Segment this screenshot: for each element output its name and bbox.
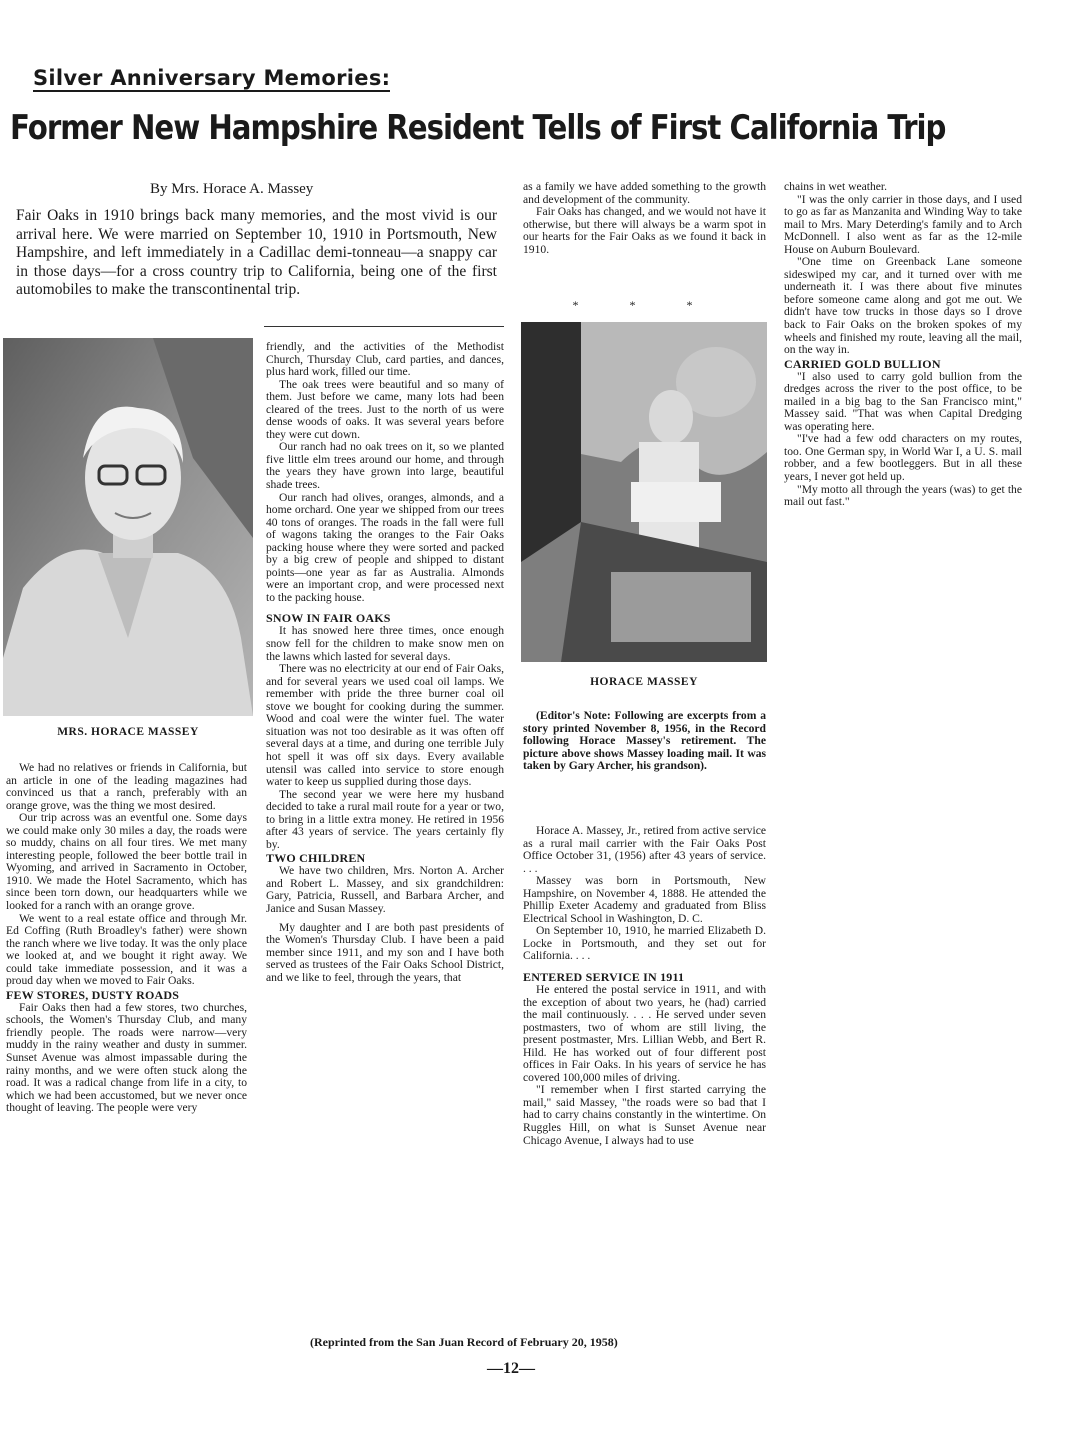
subhead-gold-bullion: CARRIED GOLD BULLION xyxy=(784,356,941,371)
paragraph: "One time on Greenback Lane someone sideswiped my car, and it turned over with me underneath it. I was there about five minutes before someone came along and got me out. We didn't have tow trucks in those days so I drove back to Fair Oaks on the broken spokes of my wheels and finished my route, leaving all the mail, on the way in. xyxy=(784,255,1022,357)
paragraph: We went to a real estate office and through Mr. Ed Coffing (Ruth Broadley's father) were shown the ranch where we live today. It was the only place we looked at, and we bought it right away. We could take immediate possession, and it was a proud day when we moved to Fair Oaks. xyxy=(6,911,247,988)
column-3-top xyxy=(523,181,766,256)
paragraph: chains in wet weather. xyxy=(784,180,888,193)
column-3-bottom xyxy=(523,825,766,1147)
subhead-few-stores: FEW STORES, DUSTY ROADS xyxy=(6,987,180,1002)
paragraph: as a family we have added something to the growth and development of the community. xyxy=(523,180,766,206)
editors-note xyxy=(523,710,766,773)
paragraph: We had no relatives or friends in California, but an article in one of the leading magazines had convinced us that a ranch, preferably with an orange grove, was the thing we most desired. xyxy=(6,761,247,812)
page-number: —12— xyxy=(487,1360,535,1377)
section-stars: * * * xyxy=(572,298,717,312)
paragraph: There was no electricity at our end of Fair Oaks, and for several years we used coal oil lamps. We remember with pride the three burner coal oil stove we bought for cooking during the summer. Wood and coal were the winter fuel. The water situation was not too desirable as it was often off several days at a time, and during one terrible July hot spell it was off six days. Every available utensil was called into service to store enough water to keep us supplied during those days. xyxy=(266,662,504,789)
paragraph: My daughter and I are both past presidents of the Women's Thursday Club. I have been a paid member since 1911, and my son and I have both served as trustees of the Fair Oaks School District, and we like to feel, through the years, that xyxy=(266,920,504,984)
column-1 xyxy=(6,762,247,1115)
paragraph: Our ranch had olives, oranges, almonds, and a home orchard. One year we shipped from our trees 40 tons of oranges. The roads in the fall were full of wagons taking the oranges to the Fair Oaks packing house where they were sorted and packed by a big crew of people and shipped to distant points—one year as far as Australia. Almonds were an important crop, and were processed next to the packing house. xyxy=(266,490,504,604)
intro-paragraph: Fair Oaks in 1910 brings back many memories, and the most vivid is our arrival here. We were married on September 10, 1910 in Portsmouth, New Hampshire, and left immediately in a Cadillac demi-tonneau—a snappy car in those days—for a cross country trip to California, being one of the first automobiles to make the transcontinental trip. xyxy=(16,207,497,298)
paragraph: Fair Oaks then had a few stores, two churches, schools, the Women's Thursday Club, and many friendly people. The roads were narrow—very muddy in the rainy weather and dusty in summer. Sunset Avenue was almost impassable during the rainy months, and we were often stuck along the road. It was a radical change from life in a city, to which we had been accustomed, but we never once thought of leaving. The people were very xyxy=(6,1000,247,1115)
horace-loading-mail-image xyxy=(521,322,767,662)
divider-rule xyxy=(264,326,504,327)
paragraph: Our ranch had no oak trees on it, so we planted five little elm trees around our home, and through the years they have grown into large, beautiful shade trees. xyxy=(266,440,504,492)
column-4 xyxy=(784,181,1022,509)
paragraph: The oak trees were beautiful and so many of them. Just before we came, many lots had been cleared of the trees. Just to the north of us were dense woods of oaks. It was several years before they were cut down. xyxy=(266,377,504,441)
subhead-entered-service: ENTERED SERVICE IN 1911 xyxy=(523,970,685,985)
paragraph: "I also used to carry gold bullion from the dredges across the river to the post office, to be mailed in a big bag to the San Francisco mint," Massey said. "That was when Capital Dredging was operating here. xyxy=(784,369,1022,433)
paragraph: "I was the only carrier in those days, and I used to go as far as Manzanita and Winding Way to take mail to Mrs. Mary Deterding's family and to Arch McDonnell. I also went as far as the 12-mile House on Auburn Boulevard. xyxy=(784,192,1022,256)
paragraph: friendly, and the activities of the Methodist Church, Thursday Club, card parties, and dances, plus hard work, filled our time. xyxy=(266,340,504,379)
column-2 xyxy=(266,341,504,984)
subhead-snow: SNOW IN FAIR OAKS xyxy=(266,611,391,626)
paragraph: Our trip across was an eventful one. Some days we could make only 30 miles a day, the roads were so muddy, chains on all four tires. We met many interesting people, followed the beer bottle trail in Wyoming, and arrived in Sacramento in October, 1910. We made the Hotel Sacramento, which has since been torn down, our headquarters while we looked for a ranch with an orange grove. xyxy=(6,811,247,913)
paragraph: It has snowed here three times, once enough snow fell for the children to make snow men on the lawns which lasted for several days. xyxy=(266,624,504,663)
paragraph: "I've had a few odd characters on my routes, too. One German spy, in World War I, a U. S. mail robber, and a few bootleggers. But in all these years, I never got held up. xyxy=(784,432,1022,484)
photo-horace-massey xyxy=(521,322,767,662)
paragraph: "I remember when I first started carrying the mail," said Massey, "the roads were so bad that I had to carry chains constantly in the wintertime. On Ruggles Hill, on what is Sunset Avenue near Chicago Avenue, I always had to use xyxy=(523,1083,766,1147)
reprint-note: (Reprinted from the San Juan Record of February 20, 1958) xyxy=(310,1335,618,1349)
article-headline: Former New Hampshire Resident Tells of First California Trip xyxy=(10,108,946,148)
section-kicker: Silver Anniversary Memories: xyxy=(33,66,391,90)
paragraph: He entered the postal service in 1911, and with the exception of about two years, he (had) carried the mail continuously. . . . He served under seven postmasters, two of whom are still living, the present postmaster, Mrs. Lillian Webb, and Bert R. Hild. He has worked out of four different post offices in Fair Oaks. In his years of service he has covered 100,000 miles of driving. xyxy=(523,983,766,1084)
subhead-two-children: TWO CHILDREN xyxy=(266,851,366,866)
photo1-caption: MRS. HORACE MASSEY xyxy=(57,726,199,738)
portrait-woman-image xyxy=(3,338,253,716)
paragraph: Fair Oaks has changed, and we would not have it otherwise, but there will always be a warm spot in our hearts for the Fair Oaks as we found it back in 1910. xyxy=(523,205,766,256)
paragraph: We have two children, Mrs. Norton A. Archer and Robert L. Massey, and six grandchildren: Gary, Patricia, Russell, and Barbara Archer, and Janice and Susan Massey. xyxy=(266,864,504,915)
paragraph: (Editor's Note: Following are excerpts from a story printed November 8, 1956, in the Record following Horace Massey's retirement. The picture above shows Massey loading mail. It was taken by Gary Archer, his grandson). xyxy=(523,709,766,773)
paragraph: Massey was born in Portsmouth, New Hampshire, on November 4, 1888. He attended the Phillip Exeter Academy and graduated from Bliss Electrical School in Washington, D. C. xyxy=(523,874,766,925)
paragraph: Horace A. Massey, Jr., retired from active service as a rural mail carrier with the Fair Oaks Post Office October 31, (1956) after 43 years of service. . . . xyxy=(523,824,766,875)
paragraph: "My motto all through the years (was) to get the mail out fast." xyxy=(784,482,1022,509)
byline: By Mrs. Horace A. Massey xyxy=(150,181,314,197)
paragraph: On September 10, 1910, he married Elizabeth D. Locke in Portsmouth, and they set out for California. . . . xyxy=(523,924,766,963)
paragraph: The second year we were here my husband decided to take a rural mail route for a year or two, to bring in a little extra money. He retired in 1956 after 43 years of service. The years certainly fly by. xyxy=(266,787,504,851)
photo-mrs-horace-massey xyxy=(3,338,253,716)
photo2-caption: HORACE MASSEY xyxy=(590,676,698,688)
